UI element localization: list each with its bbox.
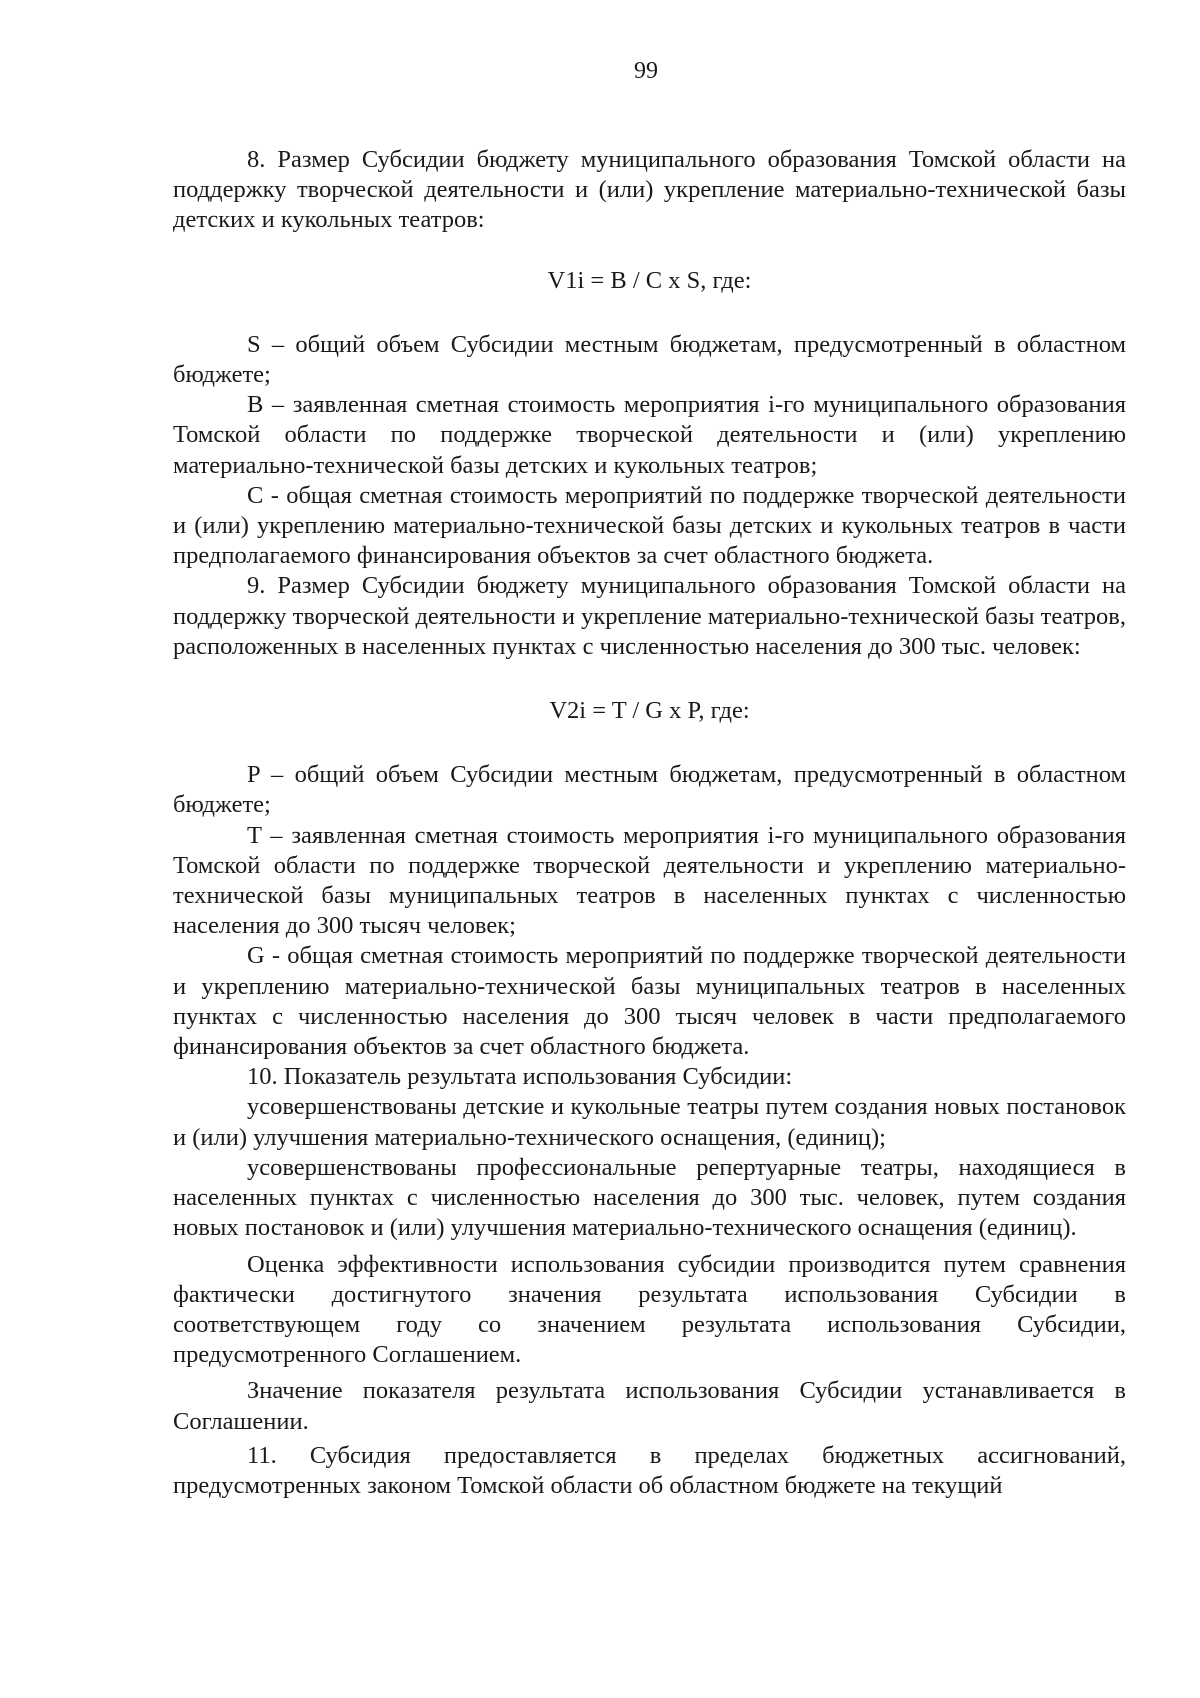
efficiency-assessment: Оценка эффективности использования субсидии производится путем сравнения фактически достигнутого значения результата использования Субсидии в соответствующем году со значением результата использования Субсидии, предусмотренного Соглашением. [173, 1250, 1126, 1369]
definition-p: P – общий объем Субсидии местным бюджетам, предусмотренный в областном бюджете; [173, 761, 1126, 819]
definition-s: S – общий объем Субсидии местным бюджетам, предусмотренный в областном бюджете; [173, 330, 1126, 389]
indicator-value-note: Значение показателя результата использования Субсидии устанавливается в Соглашении. [173, 1377, 1126, 1435]
definition-g: G - общая сметная стоимость мероприятий по поддержке творческой деятельности и укреплению материально-технической базы муниципальных театров в населенных пунктах с численностью населения до 300 тысяч человек в части предполагаемого финансирования объектов за счет областного бюджета. [173, 942, 1126, 1061]
formula-v2i: V2i = T / G x P, где: [549, 697, 750, 725]
paragraph-10-heading: 10. Показатель результата использования Субсидии: [247, 1063, 793, 1091]
definition-t: T – заявленная сметная стоимость мероприятия i-го муниципального образования Томской области по поддержке творческой деятельности и укреплению материально-технической базы муниципальных театров в населенных пунктах с численностью населения до 300 тысяч человек; [173, 821, 1126, 940]
paragraph-9-intro: 9. Размер Субсидии бюджету муниципального образования Томской области на поддержку творческой деятельности и укрепление материально-технической базы театров, расположенных в населенных пунктах с численностью населения до 300 тыс. человек: [173, 572, 1126, 660]
page-number: 99 [634, 58, 658, 84]
indicator-repertory-theatres: усовершенствованы профессиональные репертуарные театры, находящиеся в населенных пунктах с численностью населения до 300 тыс. человек, путем создания новых постановок и (или) улучшения материально-технического оснащения (единиц). [173, 1153, 1126, 1242]
paragraph-8-intro: 8. Размер Субсидии бюджету муниципального образования Томской области на поддержку творческой деятельности и (или) укрепление материально-технической базы детских и кукольных театров: [173, 146, 1126, 234]
paragraph-11-intro: 11. Субсидия предоставляется в пределах бюджетных ассигнований, предусмотренных законом Томской области об областном бюджете на текущий [173, 1441, 1126, 1499]
definition-b: B – заявленная сметная стоимость мероприятия i-го муниципального образования Томской области по поддержке творческой деятельности и (или) укреплению материально-технической базы детских и кукольных театров; [173, 391, 1126, 479]
formula-v1i: V1i = B / C x S, где: [547, 266, 752, 294]
definition-c: C - общая сметная стоимость мероприятий по поддержке творческой деятельности и (или) укреплению материально-технической базы детских и кукольных театров в части предполагаемого финансирования объектов за счет областного бюджета. [173, 481, 1126, 570]
indicator-children-theatres: усовершенствованы детские и кукольные театры путем создания новых постановок и (или) улучшения материально-технического оснащения, (единиц); [173, 1093, 1126, 1151]
document-body [173, 145, 1126, 1501]
